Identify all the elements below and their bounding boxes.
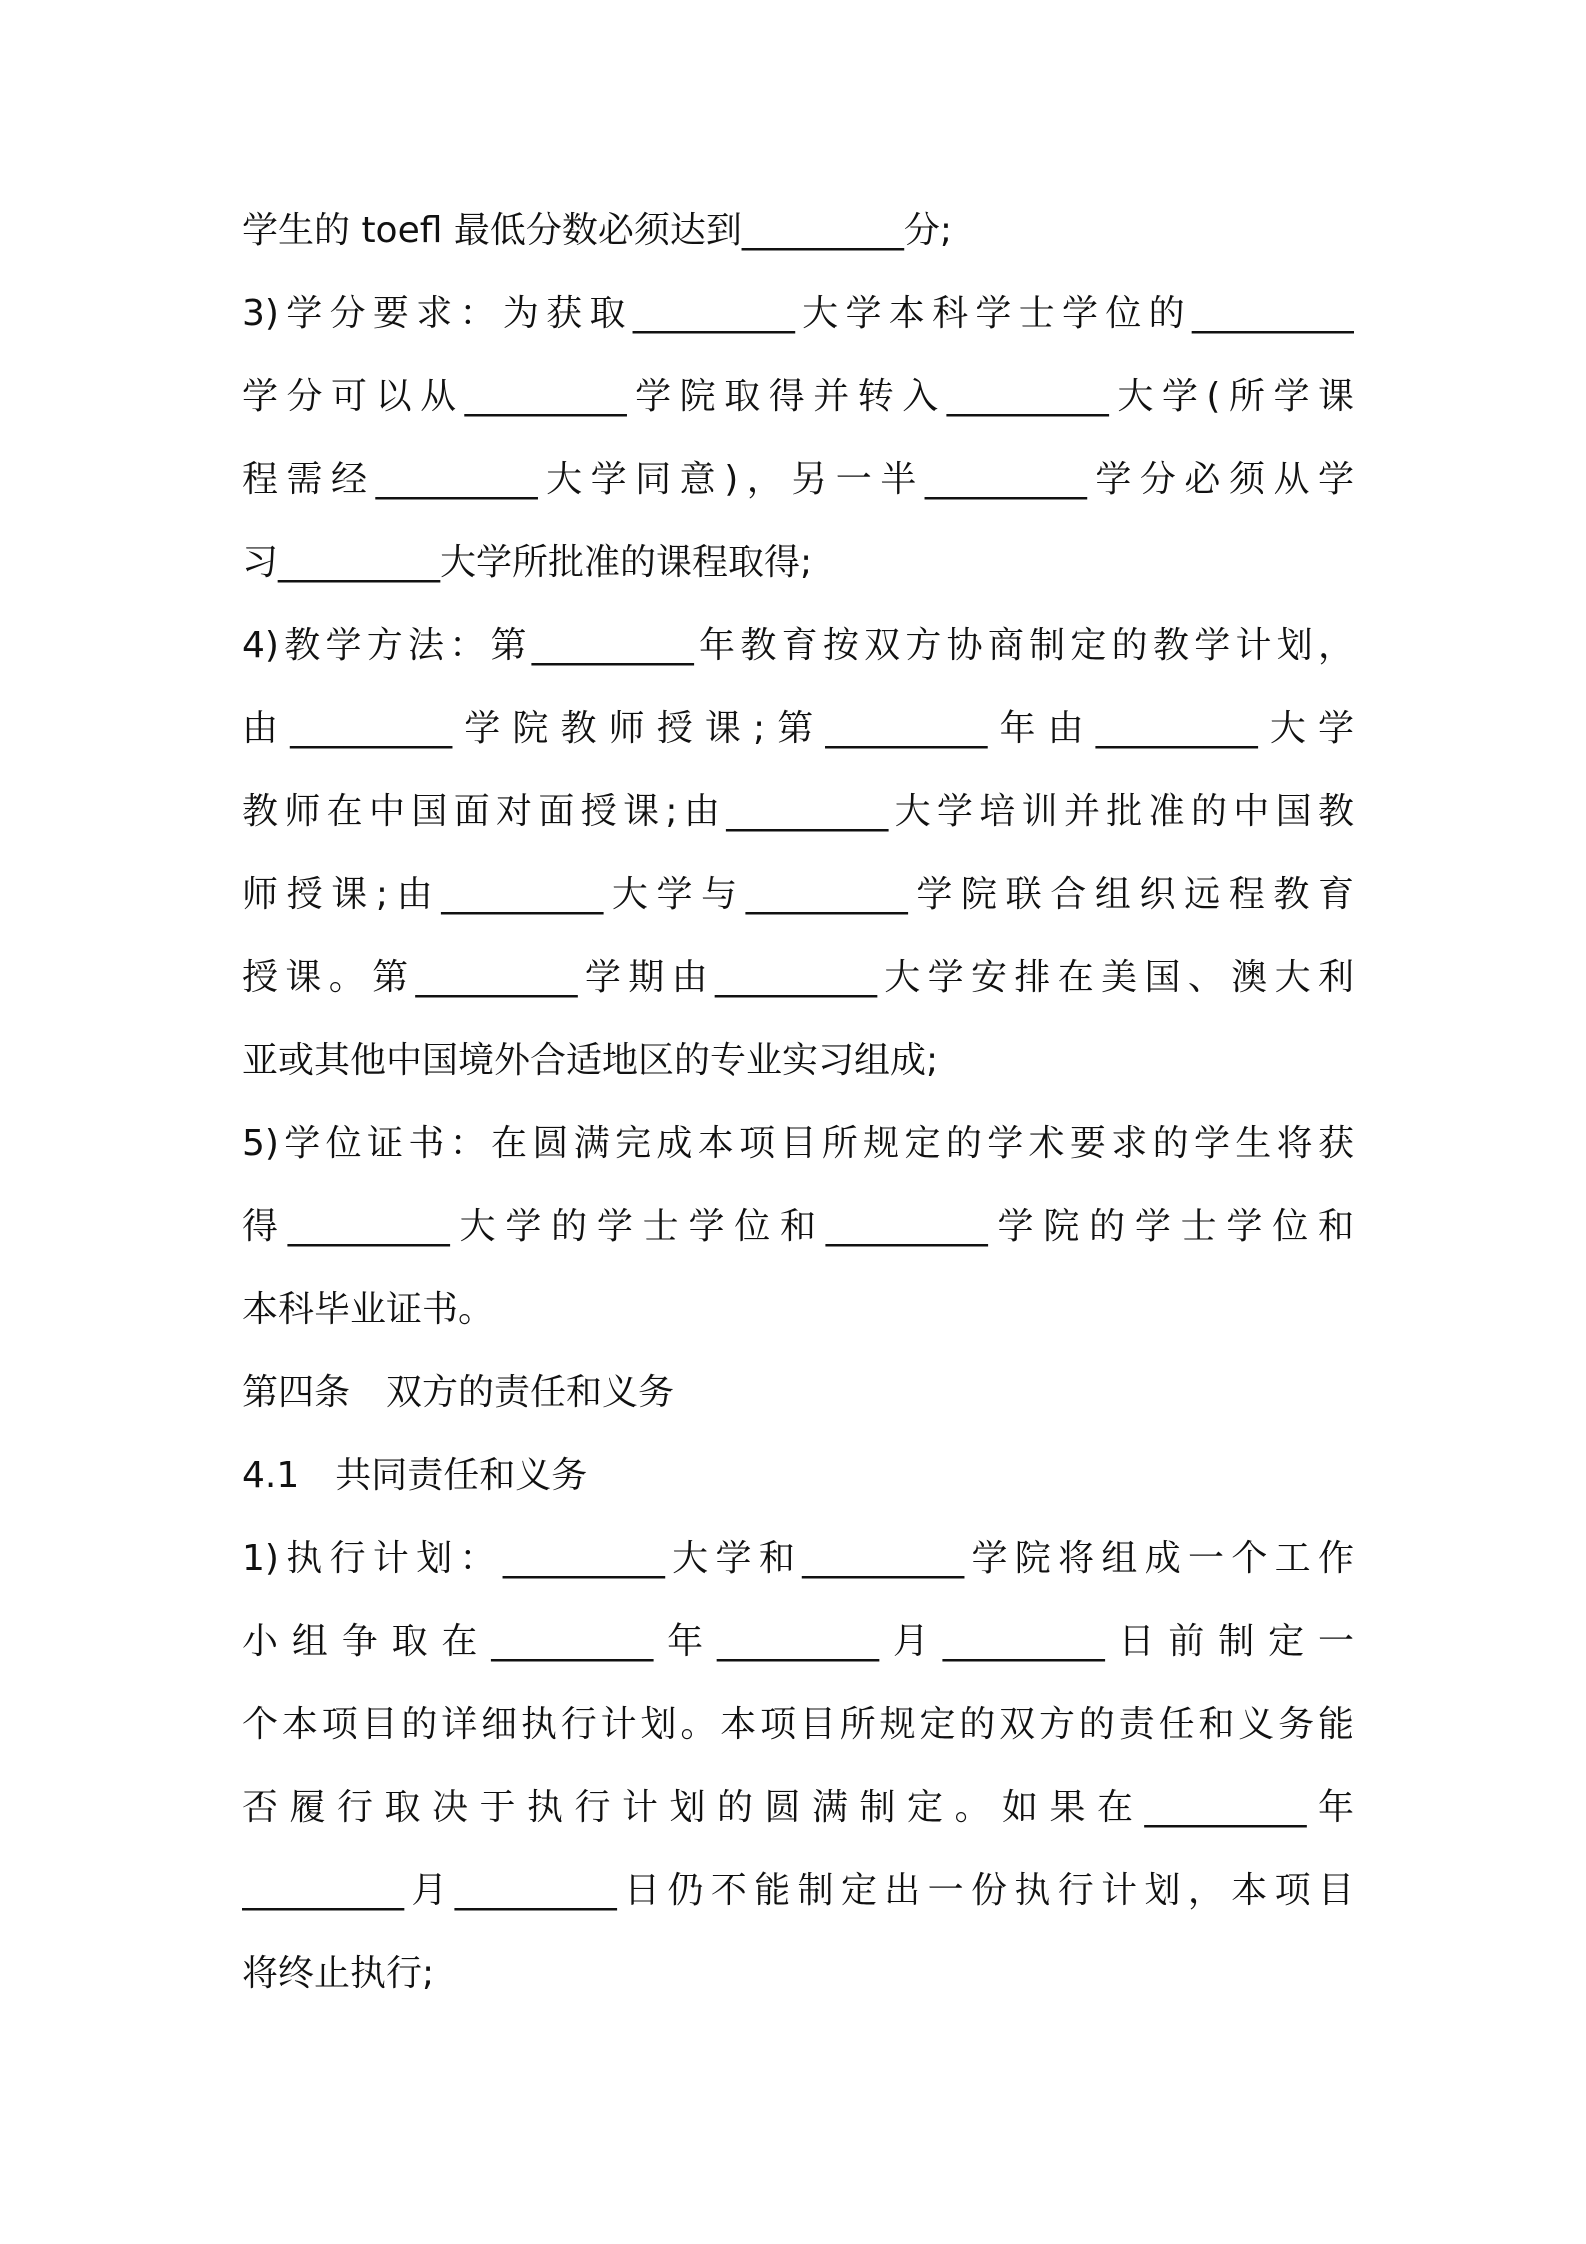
text-line: _________月_________日仍不能制定出一份执行计划，本项目: [242, 1870, 1354, 1911]
subsection-heading: 4.1 共同责任和义务: [242, 1455, 588, 1496]
text-line: 学分可以从_________学院取得并转入_________大学(所学课: [242, 376, 1354, 417]
text-line: 习_________大学所批准的课程取得;: [242, 542, 813, 583]
text-line: 1)执行计划：_________大学和_________学院将组成一个工作: [242, 1538, 1354, 1579]
text-line: 程需经_________大学同意)，另一半_________学分必须从学: [242, 459, 1354, 500]
text-line: 将终止执行;: [242, 1953, 435, 1994]
text-line: 得_________大学的学士学位和_________学院的学士学位和: [242, 1206, 1354, 1247]
text-line: 学生的 toefl 最低分数必须达到_________分;: [242, 210, 952, 251]
section-heading: 第四条 双方的责任和义务: [242, 1372, 675, 1413]
text-line: 教师在中国面对面授课;由_________大学培训并批准的中国教: [242, 791, 1354, 832]
text-line: 亚或其他中国境外合适地区的专业实习组成;: [242, 1040, 939, 1081]
text-line: 个本项目的详细执行计划。本项目所规定的双方的责任和义务能: [242, 1704, 1354, 1745]
text-line: 本科毕业证书。: [242, 1289, 495, 1330]
text-line: 授课。第_________学期由_________大学安排在美国、澳大利: [242, 957, 1354, 998]
text-line: 师授课;由_________大学与_________学院联合组织远程教育: [242, 874, 1354, 915]
text-line: 4)教学方法：第_________年教育按双方协商制定的教学计划，: [242, 625, 1354, 666]
text-line: 由_________学院教师授课;第_________年由_________大学: [242, 708, 1354, 749]
text-line: 小组争取在_________年_________月_________日前制定一: [242, 1621, 1354, 1662]
text-line: 3)学分要求：为获取_________大学本科学士学位的_________: [242, 293, 1354, 334]
text-line: 5)学位证书：在圆满完成本项目所规定的学术要求的学生将获: [242, 1123, 1354, 1164]
text-line: 否履行取决于执行计划的圆满制定。如果在_________年: [242, 1787, 1354, 1828]
